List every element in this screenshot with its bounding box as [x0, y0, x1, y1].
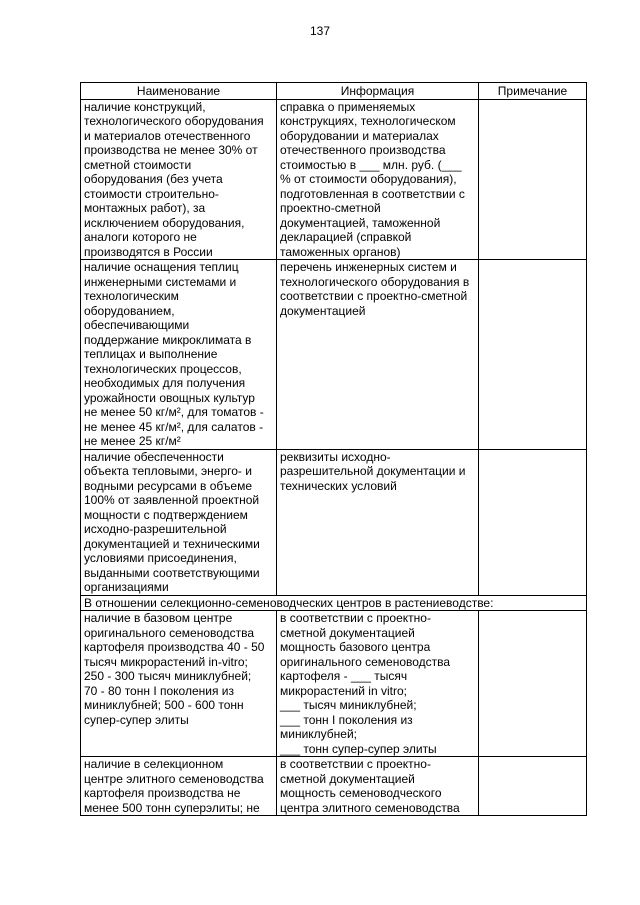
cell-name: наличие обеспеченности объекта тепловыми, энерго- и водными ресурсами в объеме 100% от заявленной проектной мощности с подтверждением исходно-разрешительной документацией и техническими условиями присоединения, выданными соответствующими организациями	[81, 449, 277, 595]
table-row	[81, 99, 587, 260]
cell-info: в соответствии с проектно- сметной документацией мощность базового центра оригинального семеноводства картофеля - ___ тысяч микрорастений in vitro; ___ тысяч миниклубней; ___ тонн I поколения из миниклубней; ___ тонн супер-супер элиты	[277, 611, 479, 757]
cell-info: справка о применяемых конструкциях, технологическом оборудовании и материалах отечественного производства стоимостью в ___ млн. руб. (___ % от стоимости оборудования), подготовленная в соответствии с проектно-сметной документацией, таможенной декларацией (справкой таможенных органов)	[277, 99, 479, 260]
section-row	[81, 595, 587, 611]
cell-note	[479, 757, 587, 816]
page-number: 137	[309, 24, 331, 38]
cell-name: наличие в базовом центре оригинального семеноводства картофеля производства 40 - 50 тысяч микрорастений in-vitro; 250 - 300 тысяч миниклубней; 70 - 80 тонн I поколения из миниклубней; 500 - 600 тонн супер-супер элиты	[81, 611, 277, 757]
column-header-name: Наименование	[81, 83, 277, 100]
table-row	[81, 260, 587, 450]
cell-info: реквизиты исходно- разрешительной документации и технических условий	[277, 449, 479, 595]
cell-note	[479, 449, 587, 595]
cell-name: наличие конструкций, технологического оборудования и материалов отечественного производства не менее 30% от сметной стоимости оборудования (без учета стоимости строительно- монтажных работ), за исключением оборудования, аналоги которого не производятся в России	[81, 99, 277, 260]
column-header-note: Примечание	[479, 83, 587, 100]
column-header-info: Информация	[277, 83, 479, 100]
cell-note	[479, 611, 587, 757]
table-row	[81, 757, 587, 816]
table-row	[81, 611, 587, 757]
cell-note	[479, 99, 587, 260]
cell-info: перечень инженерных систем и технологического оборудования в соответствии с проектно-сметной документацией	[277, 260, 479, 450]
section-heading: В отношении селекционно-семеноводческих центров в растениеводстве:	[81, 595, 587, 611]
cell-name: наличие оснащения теплиц инженерными системами и технологическим оборудованием, обеспечивающими поддержание микроклимата в теплицах и выполнение технологических процессов, необходимых для получения урожайности овощных культур не менее 50 кг/м², для томатов - не менее 45 кг/м², для салатов - не менее 25 кг/м²	[81, 260, 277, 450]
requirements-table	[80, 82, 587, 816]
table-row	[81, 449, 587, 595]
table-header-row	[81, 83, 587, 100]
cell-info: в соответствии с проектно- сметной документацией мощность семеноводческого центра элитного семеноводства	[277, 757, 479, 816]
cell-note	[479, 260, 587, 450]
cell-name: наличие в селекционном центре элитного семеноводства картофеля производства не менее 500 тонн суперэлиты; не	[81, 757, 277, 816]
